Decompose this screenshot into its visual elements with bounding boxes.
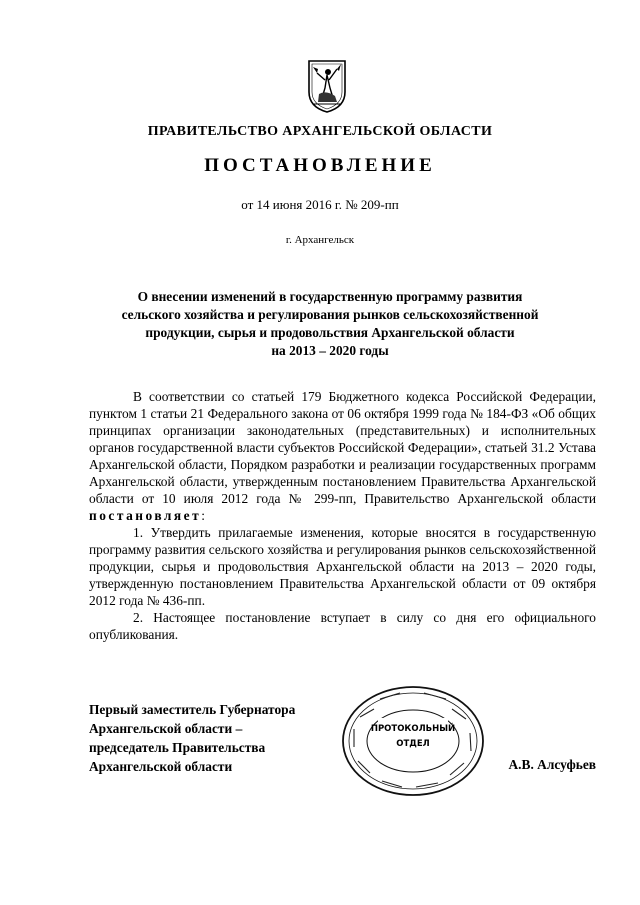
document-body bbox=[89, 388, 596, 643]
item-1: 1. Утвердить прилагаемые изменения, которые вносятся в государственную программу развития сельского хозяйства и регулирования рынков сельскохозяйственной продукции, сырья и продовольствия Архангельской области на 2013 – 2020 годы, утвержденную постановлением Правительства Архангельской области от 09 октября 2012 года № 436-пп. bbox=[89, 525, 596, 608]
decree-word: постановляет bbox=[89, 508, 202, 523]
stamp-line: ПРОТОКОЛЬНЫЙ bbox=[370, 724, 456, 734]
stamp-line: ОТДЕЛ bbox=[396, 739, 430, 749]
signatory-title bbox=[89, 700, 349, 776]
item-2: 2. Настоящее постановление вступает в силу со дня его официального опубликования. bbox=[89, 610, 596, 642]
intro-text: В соответствии со статьей 179 Бюджетного кодекса Российской Федерации, пунктом 1 статьи 21 Федерального закона от 06 октября 1999 года № 184-ФЗ «Об общих принципах организации законодательных (представительных) и исполнительных органов государственной власти субъектов Российской Федерации», статьей 31.2 Устава Архангельской области, Порядком разработки и реализации государственных программ Архангельской области, утвержденным постановлением Правительства Архангельской области от 10 июля 2012 года № 299-пп, Правительство Архангельской области bbox=[89, 389, 596, 506]
intro-paragraph bbox=[89, 388, 596, 524]
subject-line: продукции, сырья и продовольствия Архангельской области bbox=[145, 325, 515, 340]
subject-line: О внесении изменений в государственную программу развития bbox=[137, 289, 523, 304]
signatory-title-line: Архангельской области bbox=[89, 759, 233, 774]
subject-line: сельского хозяйства и регулирования рынков сельскохозяйственной bbox=[121, 307, 539, 322]
document-date-number: от 14 июня 2016 г. № 209-пп bbox=[241, 197, 399, 212]
signatory-title-line: председатель Правительства bbox=[89, 740, 266, 755]
protocol-department-stamp-icon bbox=[338, 683, 488, 799]
document-type: ПОСТАНОВЛЕНИЕ bbox=[204, 155, 436, 176]
decree-colon: : bbox=[201, 508, 205, 523]
document-city: г. Архангельск bbox=[285, 234, 355, 246]
signatory-title-line: Первый заместитель Губернатора bbox=[89, 702, 296, 717]
government-title: ПРАВИТЕЛЬСТВО АРХАНГЕЛЬСКОЙ ОБЛАСТИ bbox=[147, 124, 493, 139]
coat-of-arms-icon bbox=[306, 58, 348, 114]
document-subject bbox=[90, 288, 570, 360]
signatory-name: А.В. Алсуфьев bbox=[508, 757, 596, 772]
subject-line: на 2013 – 2020 годы bbox=[271, 343, 389, 358]
signatory-title-line: Архангельской области – bbox=[89, 721, 243, 736]
